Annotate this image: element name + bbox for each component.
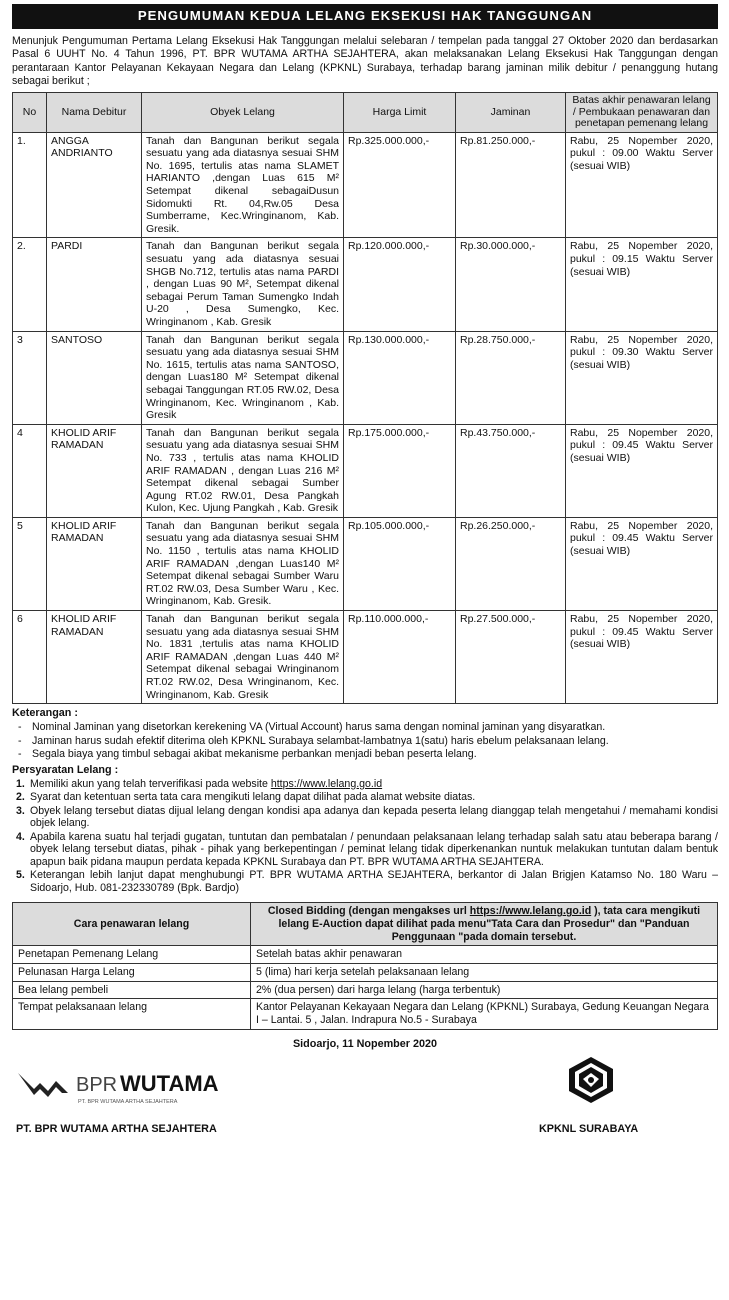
table-row [13,981,718,999]
closed-bidding-text-rest: ), tata cara mengikuti lelang E-Auction dapat dilihat pada menu"Tata Cara dan Prosedur" dan "Panduan Penggunaan "pada domain tersebut. [278,905,701,943]
cell-auction-object: Tanah dan Bangunan berikut segala sesuatu yang ada diatasnya sesuai SHGB No.712, tertulis atas nama PARDI , dengan Luas 90 M², Setempat dikenal sebagai Perum Taman Sumengko Indah U-20 , Desa Sumengko, Kec. Wringinanom , Kab. Gresik [142,238,344,331]
signature-footer [12,1051,718,1151]
item-number: 4. [16,830,25,843]
notes-list [12,721,718,761]
cell-debtor-name: KHOLID ARIF RAMADAN [47,611,142,704]
intro-paragraph: Menunjuk Pengumuman Pertama Lelang Eksekusi Hak Tanggungan melalui selebaran / tempelan pada tanggal 27 Oktober 2020 dan berdasarkan Pasal 6 UUHT No. 4 Tahun 1996, PT. BPR WUTAMA ARTHA SEJAHTERA, akan melaksanakan Lelang Eksekusi Hak Tanggungan dengan perantaraan Kantor Pelayanan Kekayaan Negara dan Lelang (KPKNL) Surabaya, terhadap barang jaminan milik debitur / penanggung hutang sebagai berikut ; [12,34,718,88]
cell-auction-object: Tanah dan Bangunan berikut segala sesuatu yang ada diatasnya sesuai SHM No. 733 , tertulis atas nama KHOLID ARIF RAMADAN , dengan Luas 216 M² Setempat dikenal sebagai Sumber Agung RT.02 RW.01, Desa Pangkah Kulon, Kec. Ujung Pangkah , Kab. Gresik [142,424,344,517]
cell-no: 4 [13,424,47,517]
cell-limit-price: Rp.105.000.000,- [344,517,456,610]
signatory-kpknl: KPKNL SURABAYA [539,1122,639,1135]
item-number: 1. [16,777,25,790]
cell-deadline: Rabu, 25 Nopember 2020, pukul : 09.45 Waktu Server (sesuai WIB) [566,424,718,517]
list-item [16,831,718,869]
closed-bidding-text: Closed Bidding (dengan mengakses url [267,905,470,918]
item-text: Obyek lelang tersebut diatas dijual lelang dengan kondisi apa adanya dan kepada peserta lelang dianggap telah mengetahui / memahami kondisi objek lelang. [30,804,718,830]
list-item: - Segala biaya yang timbul sebagai akibat mekanisme perbankan menjadi beban peserta lelang. [16,748,718,761]
info-header-row [13,903,718,946]
cell-deadline: Rabu, 25 Nopember 2020, pukul : 09.15 Waktu Server (sesuai WIB) [566,238,718,331]
cell-limit-price: Rp.120.000.000,- [344,238,456,331]
info-value: 2% (dua persen) dari harga lelang (harga terbentuk) [251,981,718,999]
list-item [16,791,718,804]
signatory-bpr: PT. BPR WUTAMA ARTHA SEJAHTERA [16,1122,217,1135]
cell-limit-price: Rp.110.000.000,- [344,611,456,704]
info-label: Pelunasan Harga Lelang [13,963,251,981]
header-no: No [13,93,47,133]
info-value: Setelah batas akhir penawaran [251,946,718,964]
list-item: - Jaminan harus sudah efektif diterima oleh KPKNL Surabaya selambat-lambatnya 1(satu) haris ebelum pelaksanaan lelang. [16,735,718,748]
cell-no: 1. [13,132,47,238]
requirements-list [12,778,718,895]
bpr-wutama-logo [16,1061,226,1111]
list-item [16,778,718,791]
cell-debtor-name: PARDI [47,238,142,331]
item-text: Apabila karena suatu hal terjadi gugatan, tuntutan dan pembatalan / penundaan pelaksanaan lelang terhadap salah satu atau beberapa barang / obyek lelang tersebut diatas, pihak - pihak yang berkepentingan / peminat lelang tidak diperkenankan nuntuk melakukan tuntutan dalam bentuk apapun baik pidana maupun perdata kepada KPKNL Surabaya dan PT. BPR WUTAMA ARTHA SEJAHTERA. [30,830,718,868]
cell-deadline: Rabu, 25 Nopember 2020, pukul : 09.30 Waktu Server (sesuai WIB) [566,331,718,424]
cell-no: 2. [13,238,47,331]
header-auction-object: Obyek Lelang [142,93,344,133]
cell-guarantee: Rp.27.500.000,- [456,611,566,704]
cell-no: 6 [13,611,47,704]
notes-title: Keterangan : [12,707,78,720]
cell-no: 3 [13,331,47,424]
header-guarantee: Jaminan [456,93,566,133]
table-row [13,963,718,981]
lelang-website-link[interactable]: https://www.lelang.go.id [270,777,383,790]
cell-debtor-name: ANGGA ANDRIANTO [47,132,142,238]
sign-date: Sidoarjo, 11 Nopember 2020 [292,1037,438,1050]
header-debtor-name: Nama Debitur [47,93,142,133]
cell-auction-object: Tanah dan Bangunan berikut segala sesuatu yang ada diatasnya sesuai SHM No. 1615, tertulis atas nama SANTOSO, dengan Luas180 M² Setempat dikenal sebagai Tanggungan RT.05 RW.02, Desa Wringinanom, Kec. Wringinanom , Kab. Gresik [142,331,344,424]
table-row [13,132,718,238]
cell-limit-price: Rp.130.000.000,- [344,331,456,424]
announcement-page [12,4,718,1151]
cell-guarantee: Rp.28.750.000,- [456,331,566,424]
header-limit-price: Harga Limit [344,93,456,133]
list-item [16,805,718,830]
cell-guarantee: Rp.81.250.000,- [456,132,566,238]
cell-no: 5 [13,517,47,610]
cell-auction-object: Tanah dan Bangunan berikut segala sesuatu yang ada diatasnya sesuai SHM No. 1695, tertulis atas nama SLAMET HARIANTO ,dengan Luas 615 M² Setempat dikenal sebagaiDusun Sidomukti Rt. 04,Rw.05 Desa Sumberrame, Kec.Wringinanom, Kab. Gresik. [142,132,344,238]
announcement-title: PENGUMUMAN KEDUA LELANG EKSEKUSI HAK TANGGUNGAN [12,4,718,29]
requirements-title: Persyaratan Lelang : [12,763,119,776]
auction-lot-table [12,92,718,704]
table-row [13,517,718,610]
info-header-closed-bidding [251,903,718,946]
kemenkeu-emblem-icon [561,1053,621,1107]
item-text: Keterangan lebih lanjut dapat menghubungi PT. BPR WUTAMA ARTHA SEJAHTERA, berkantor di Jalan Brigjen Katamso No. 180 Waru – Sidoarjo, Hub. 081-232330789 (Bpk. Bardjo) [30,869,718,894]
info-header-method: Cara penawaran lelang [13,903,251,946]
table-row [13,424,718,517]
item-number: 3. [16,804,25,817]
cell-debtor-name: KHOLID ARIF RAMADAN [47,424,142,517]
table-row [13,999,718,1029]
cell-deadline: Rabu, 25 Nopember 2020, pukul : 09.45 Waktu Server (sesuai WIB) [566,611,718,704]
cell-auction-object: Tanah dan Bangunan berikut segala sesuatu yang ada diatasnya sesuai SHM No. 1831 ,tertulis atas nama KHOLID ARIF RAMADAN ,dengan Luas 440 M² Setempat dikenal sebagai Wringinanom RT.02 RW.02, Desa Wringinanom, Kec. Wringinanom, Kab. Gresik [142,611,344,704]
item-number: 2. [16,791,25,804]
cell-auction-object: Tanah dan Bangunan berikut segala sesuatu yang ada diatasnya sesuai SHM No. 1150 , tertulis atas nama KHOLID ARIF RAMADAN ,dengan Luas140 M² Setempat dikenal sebagai Sumber Waru RT.02 RW.03, Desa Sumber Waru , Kec. Wringinanom, Kab. Gresik. [142,517,344,610]
info-value: 5 (lima) hari kerja setelah pelaksanaan lelang [251,963,718,981]
auction-info-table [12,902,718,1030]
info-label: Penetapan Pemenang Lelang [13,946,251,964]
item-number: 5. [16,869,25,882]
info-value: Kantor Pelayanan Kekayaan Negara dan Lelang (KPKNL) Surabaya, Gedung Keuangan Negara I – Lantai. 5 , Jalan. Indrapura No.5 - Surabaya [251,999,718,1029]
logo-brand-wutama: WUTAMA [120,1070,219,1096]
table-row [13,331,718,424]
table-row [13,611,718,704]
list-item [16,869,718,894]
cell-deadline: Rabu, 25 Nopember 2020, pukul : 09.00 Waktu Server (sesuai WIB) [566,132,718,238]
table-row [13,946,718,964]
info-label: Bea lelang pembeli [13,981,251,999]
table-row [13,238,718,331]
cell-limit-price: Rp.325.000.000,- [344,132,456,238]
item-text [30,778,718,791]
table-header-row [13,93,718,133]
table-body [13,132,718,704]
cell-deadline: Rabu, 25 Nopember 2020, pukul : 09.45 Waktu Server (sesuai WIB) [566,517,718,610]
cell-debtor-name: SANTOSO [47,331,142,424]
cell-guarantee: Rp.43.750.000,- [456,424,566,517]
auction-url-link[interactable]: https://www.lelang.go.id [469,905,592,918]
item-text: Syarat dan ketentuan serta tata cara mengikuti lelang dapat dilihat pada alamat website diatas. [30,791,476,804]
cell-limit-price: Rp.175.000.000,- [344,424,456,517]
cell-debtor-name: KHOLID ARIF RAMADAN [47,517,142,610]
notes-section [12,707,718,760]
cell-guarantee: Rp.26.250.000,- [456,517,566,610]
header-deadline: Batas akhir penawaran lelang / Pembukaan penawaran dan penetapan pemenang lelang [566,93,718,133]
wing-mark-icon [18,1073,68,1097]
item-text-prefix: Memiliki akun yang telah terverifikasi pada website [30,777,271,790]
logo-brand-bpr: BPR [76,1073,118,1096]
cell-guarantee: Rp.30.000.000,- [456,238,566,331]
list-item: - Nominal Jaminan yang disetorkan kerekening VA (Virtual Account) harus sama dengan nominal jaminan yang disyaratkan. [16,721,718,734]
requirements-section [12,764,718,894]
logo-tagline: PT. BPR WUTAMA ARTHA SEJAHTERA [78,1098,178,1105]
info-label: Tempat pelaksanaan lelang [13,999,251,1029]
